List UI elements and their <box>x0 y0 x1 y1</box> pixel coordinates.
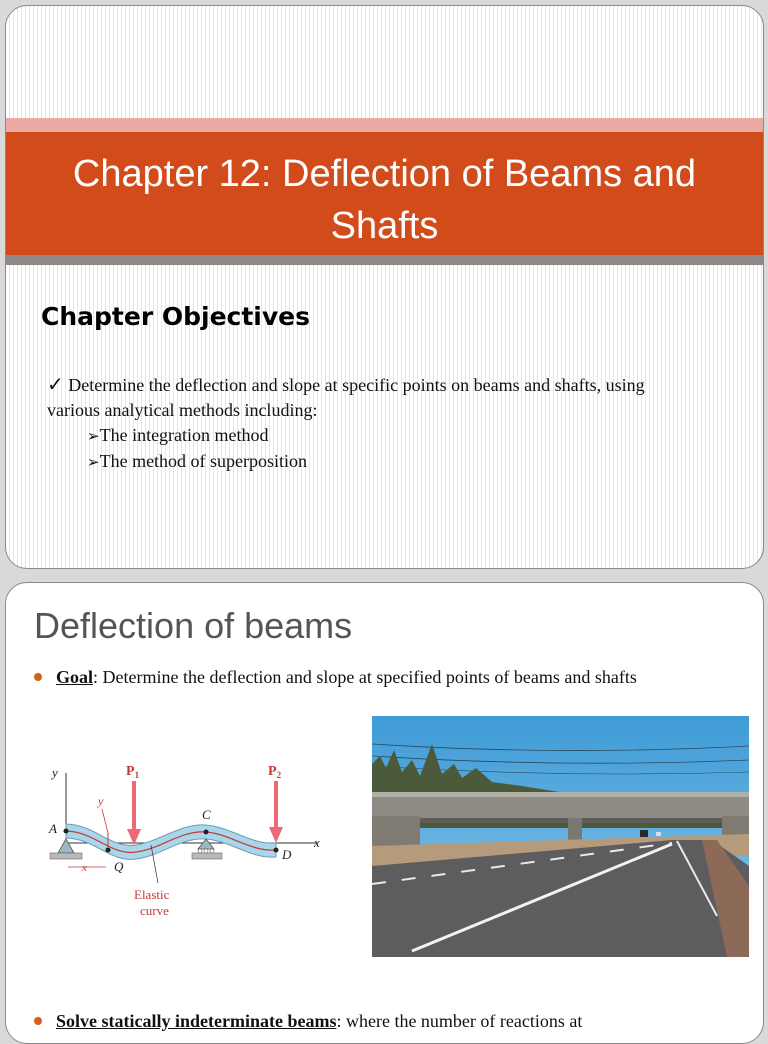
load-P2-arrowhead-icon <box>269 827 283 843</box>
goal-bullet <box>34 667 637 688</box>
bullet-dot-icon <box>34 673 42 681</box>
point-Q-marker <box>106 848 111 853</box>
point-D-label: D <box>282 847 292 862</box>
accent-strip-bottom <box>6 255 763 265</box>
method-item <box>87 423 727 449</box>
x-axis-label: x <box>314 835 320 850</box>
y-axis-label: y <box>52 765 58 780</box>
deflection-y-label: y <box>98 794 104 808</box>
chapter-title <box>6 132 763 255</box>
objectives-heading: Chapter Objectives <box>41 302 310 331</box>
chapter-title-line-2: Shafts <box>330 205 439 247</box>
x-dimension-label: x <box>82 862 87 874</box>
arrow-bullet-icon: ➢ <box>87 453 100 471</box>
chapter-title-line-1: Chapter 12: Deflection of Beams and <box>72 153 697 195</box>
point-Q-label: Q <box>114 859 124 874</box>
deflection-leader-line <box>102 809 108 833</box>
overpass-bridge-photo <box>372 716 749 957</box>
roller-support-icon <box>198 839 214 849</box>
indeterminate-label: Solve statically indeterminate beams <box>56 1011 337 1031</box>
indeterminate-text: : where the number of reactions at <box>336 1011 583 1031</box>
method-label: The method of superposition <box>99 451 308 471</box>
elastic-curve-label-2: curve <box>140 903 169 918</box>
point-A-label: A <box>49 821 57 836</box>
elastic-curve-label-1: Elastic <box>134 887 170 902</box>
objective-text-a: Determine the deflection and slope at specific points on beams and shafts, using <box>68 375 645 395</box>
slide-deflection-of-beams <box>5 582 764 1044</box>
point-D-marker <box>274 848 279 853</box>
point-C-marker <box>204 830 209 835</box>
slide-title: Deflection of beams <box>34 605 353 646</box>
load-P2-label: $P_2$ <box>268 764 282 780</box>
slide-chapter-objectives <box>5 5 764 569</box>
objective-text-b: various analytical methods including: <box>47 400 318 420</box>
accent-strip-top <box>6 118 763 132</box>
ground-icon <box>50 853 82 859</box>
bridge-deck <box>372 796 749 818</box>
roller-icon <box>204 849 208 853</box>
goal-label: Goal <box>56 667 94 687</box>
method-item <box>87 449 727 475</box>
checkmark-icon: ✓ <box>47 372 64 396</box>
bridge-railing <box>372 792 749 797</box>
goal-text: : Determine the deflection and slope at specified points of beams and shafts <box>93 667 637 687</box>
distant-truck <box>640 830 648 837</box>
pin-support-icon <box>58 839 74 853</box>
roller-icon <box>210 849 214 853</box>
point-C-label: C <box>202 807 211 822</box>
method-label: The integration method <box>99 425 269 445</box>
ground-icon <box>192 853 222 859</box>
beam-deflection-diagram <box>36 755 336 935</box>
beam-body <box>66 824 276 859</box>
distant-car <box>656 832 661 836</box>
point-A-marker <box>64 829 69 834</box>
arrow-bullet-icon: ➢ <box>87 427 100 445</box>
load-P1-label: $P_1$ <box>126 764 140 780</box>
roller-icon <box>198 849 202 853</box>
objectives-body <box>47 372 727 475</box>
indeterminate-bullet <box>34 1011 582 1032</box>
